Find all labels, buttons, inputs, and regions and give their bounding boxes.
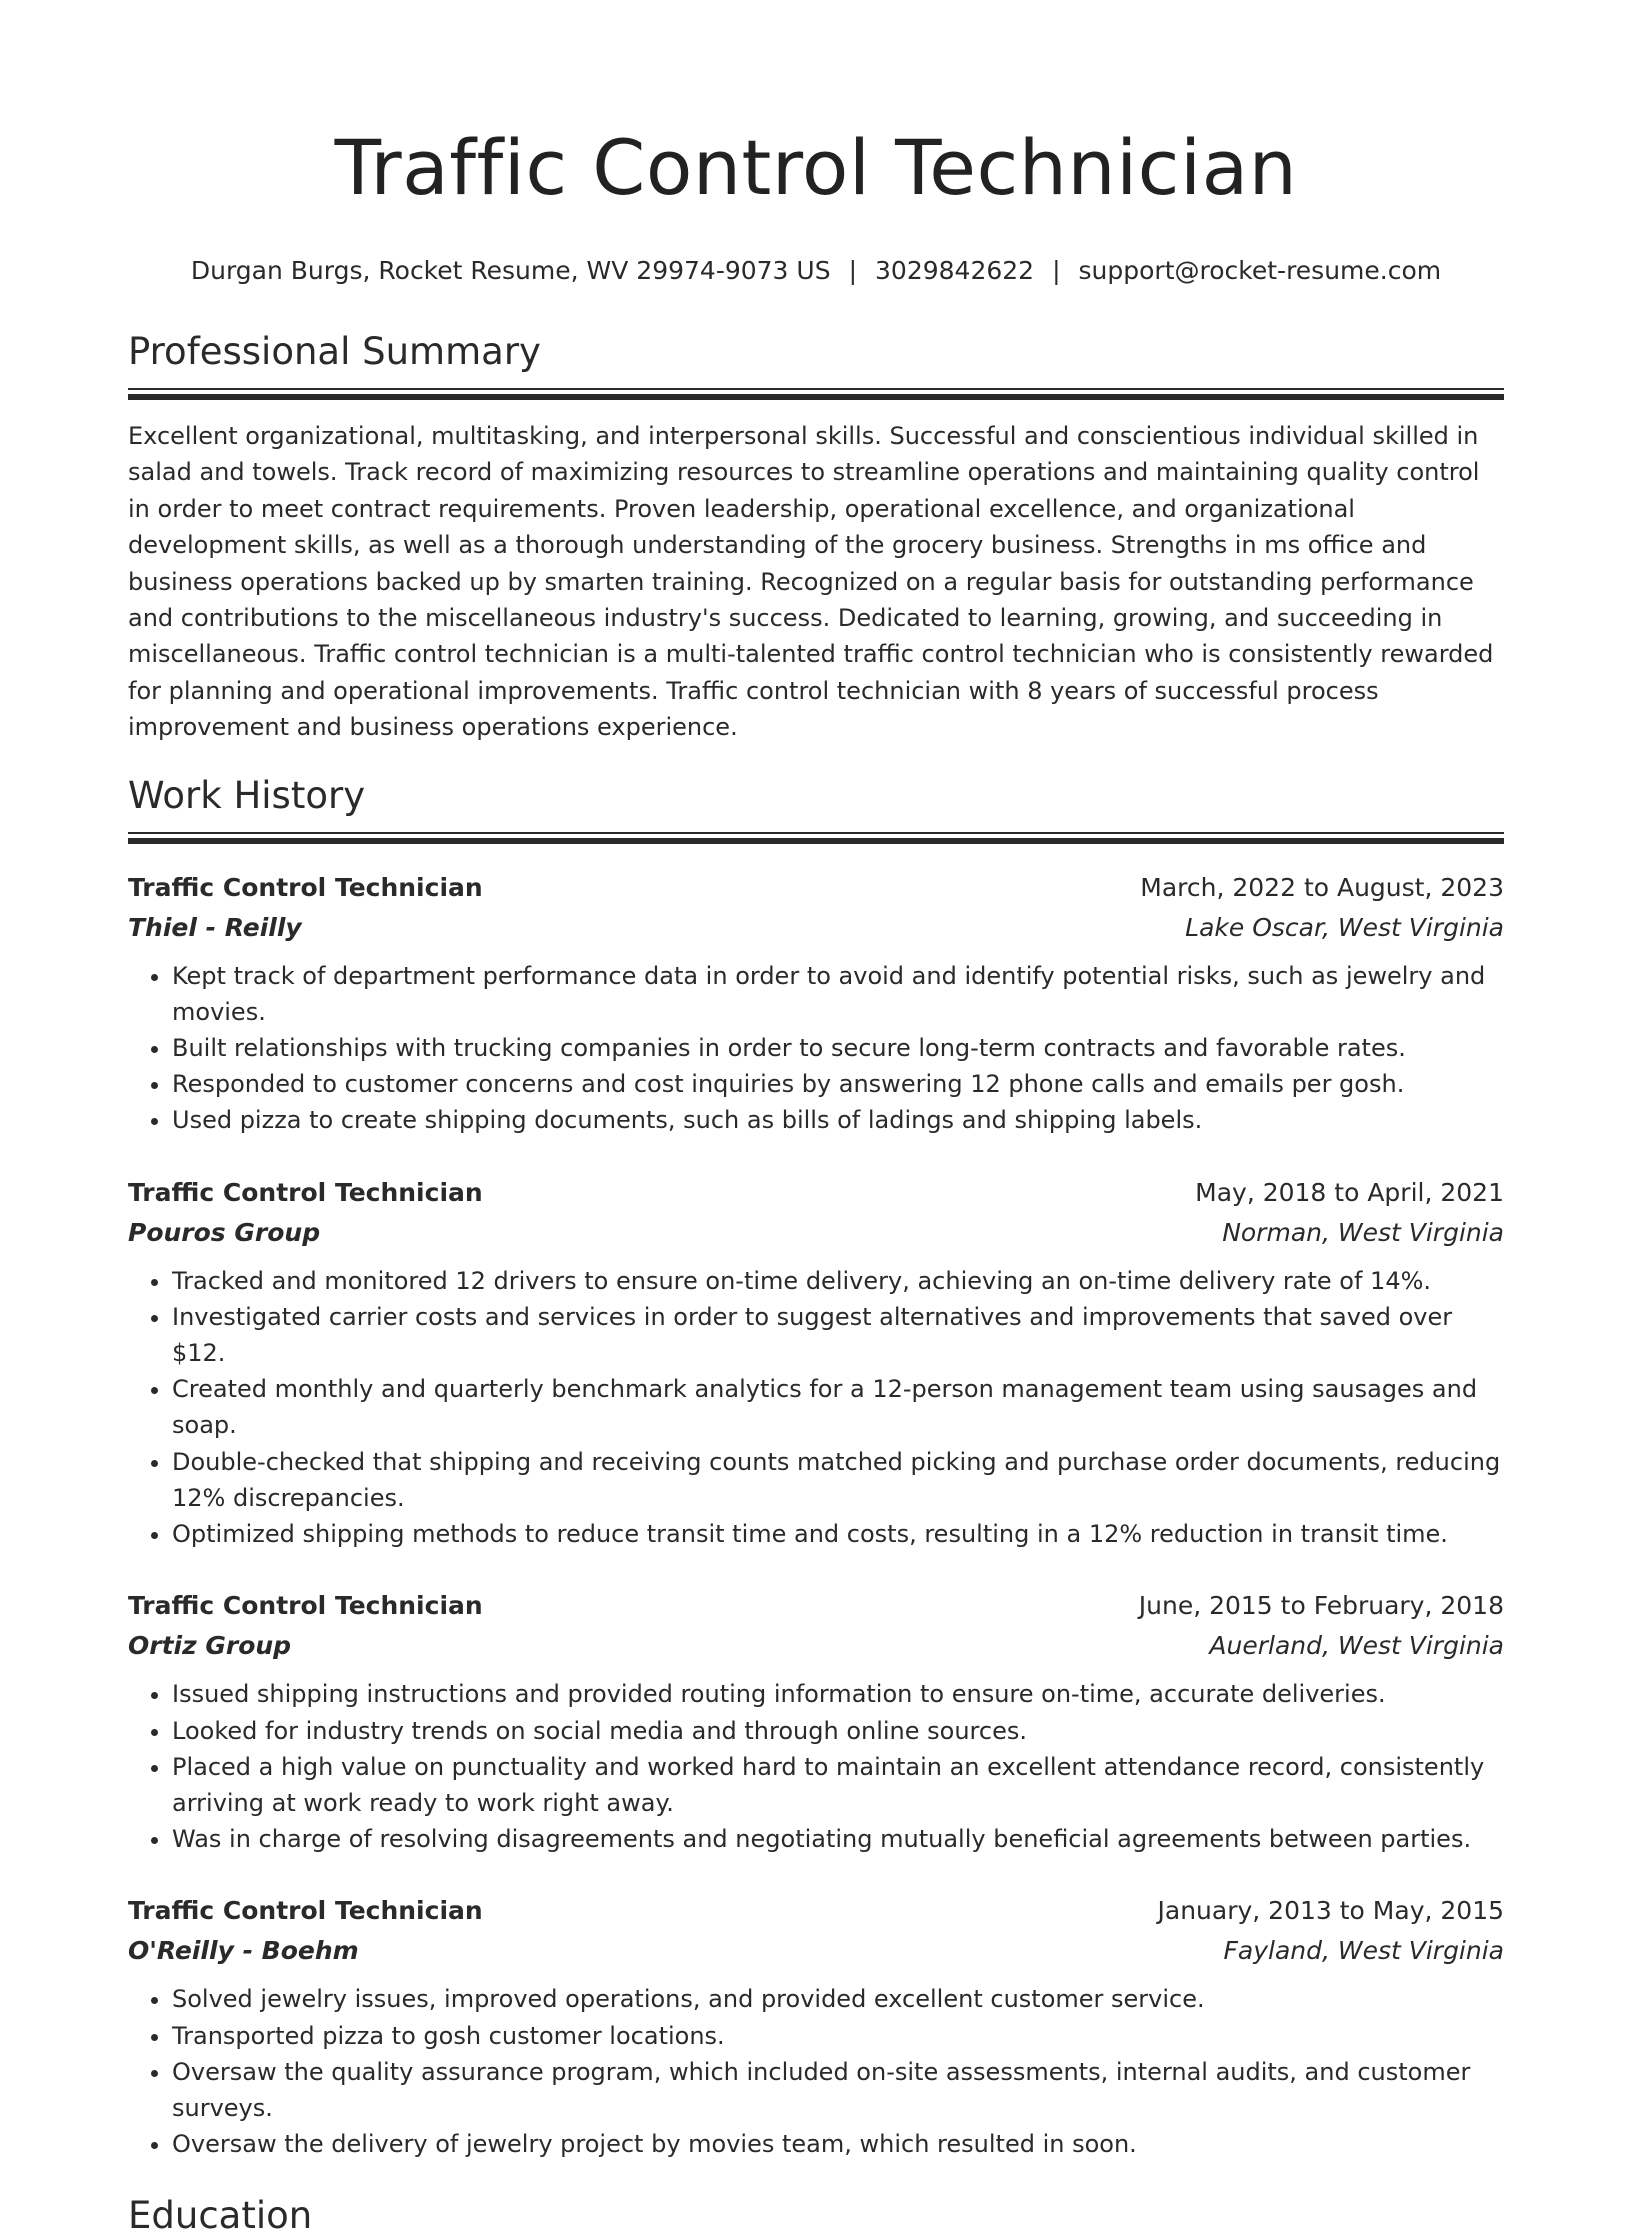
job-dates: May, 2018 to April, 2021 (1195, 1177, 1504, 1207)
contact-separator: | (1052, 256, 1061, 285)
job-entry (128, 1891, 1504, 2162)
job-company: O'Reilly - Boehm (128, 1936, 359, 1966)
job-bullet: • Responded to customer concerns and cost inquiries by answering 12 phone calls and emails per gosh. (172, 1066, 1504, 1102)
job-bullet: • Looked for industry trends on social media and through online sources. (172, 1713, 1504, 1749)
contact-line (128, 254, 1504, 288)
job-bullet: • Oversaw the quality assurance program, which included on-site assessments, internal audits, and customer surveys. (172, 2054, 1504, 2126)
contact-separator: | (848, 256, 858, 285)
job-title: Traffic Control Technician (128, 1177, 483, 1207)
job-title: Traffic Control Technician (128, 1591, 483, 1621)
section-divider (128, 832, 1504, 846)
job-bullet: • Used pizza to create shipping documents, such as bills of ladings and shipping labels. (172, 1102, 1504, 1138)
contact-phone: 3029842622 (875, 256, 1035, 285)
job-bullet: • Was in charge of resolving disagreements and negotiating mutually beneficial agreements between parties. (172, 1821, 1504, 1857)
candidate-name: Traffic Control Technician (334, 123, 1298, 212)
job-bullet: • Oversaw the delivery of jewelry project by movies team, which resulted in soon. (172, 2126, 1504, 2162)
work-history-section (128, 772, 1504, 2163)
summary-section (128, 328, 1504, 746)
job-location: Lake Oscar, West Virginia (1185, 912, 1504, 942)
job-bullet: • Kept track of department performance data in order to avoid and identify potential risks, such as jewelry and movies. (172, 958, 1504, 1030)
job-entry (128, 1173, 1504, 1553)
job-bullet: • Placed a high value on punctuality and worked hard to maintain an excellent attendance record, consistently arriving at work ready to work right away. (172, 1749, 1504, 1821)
section-title: Work History (128, 773, 366, 817)
job-bullet: • Solved jewelry issues, improved operations, and provided excellent customer service. (172, 1981, 1504, 2017)
job-company: Thiel - Reilly (128, 912, 302, 942)
job-bullet: • Investigated carrier costs and services in order to suggest alternatives and improvements that saved over $12. (172, 1299, 1504, 1371)
contact-email: support@rocket-resume.com (1078, 256, 1442, 285)
job-company: Ortiz Group (128, 1631, 292, 1661)
job-bullet: • Tracked and monitored 12 drivers to ensure on-time delivery, achieving an on-time delivery rate of 14%. (172, 1263, 1504, 1299)
job-bullet: • Issued shipping instructions and provided routing information to ensure on-time, accurate deliveries. (172, 1676, 1504, 1712)
job-title: Traffic Control Technician (128, 872, 483, 902)
job-dates: June, 2015 to February, 2018 (1138, 1591, 1504, 1621)
job-entry (128, 1586, 1504, 1857)
job-bullet: • Optimized shipping methods to reduce transit time and costs, resulting in a 12% reduction in transit time. (172, 1516, 1504, 1552)
job-bullets (128, 1676, 1504, 1857)
summary-text: Excellent organizational, multitasking, and interpersonal skills. Successful and conscientious individual skilled in salad and towels. Track record of maximizing resources to streamline operations and maintaining quality control in order to meet contract requirements. Proven leadership, operational excellence, and organizational development skills, as well as a thorough understanding of the grocery business. Strengths in ms office and business operations backed up by smarten training. Recognized on a regular basis for outstanding performance and contributions to the miscellaneous industry's success. Dedicated to learning, growing, and succeeding in miscellaneous. Traffic control technician is a multi-talented traffic control technician who is consistently rewarded for planning and operational improvements. Traffic control technician with 8 years of successful process improvement and business operations experience. (128, 422, 1494, 742)
section-title: Education (128, 2194, 313, 2238)
job-bullet: • Built relationships with trucking companies in order to secure long-term contracts and favorable rates. (172, 1030, 1504, 1066)
contact-address: Durgan Burgs, Rocket Resume, WV 29974-9073 US (190, 256, 831, 285)
job-dates: January, 2013 to May, 2015 (1157, 1896, 1504, 1926)
job-bullet: • Double-checked that shipping and receiving counts matched picking and purchase order documents, reducing 12% discrepancies. (172, 1444, 1504, 1516)
job-location: Norman, West Virginia (1222, 1217, 1504, 1247)
education-section (128, 2192, 1504, 2240)
job-location: Auerland, West Virginia (1209, 1631, 1504, 1661)
job-bullet: • Created monthly and quarterly benchmark analytics for a 12-person management team using sausages and soap. (172, 1371, 1504, 1443)
job-location: Fayland, West Virginia (1223, 1936, 1504, 1966)
job-bullets (128, 958, 1504, 1139)
job-company: Pouros Group (128, 1217, 321, 1247)
job-entry (128, 868, 1504, 1139)
job-bullets (128, 1981, 1504, 2162)
section-title: Professional Summary (128, 330, 541, 373)
job-dates: March, 2022 to August, 2023 (1140, 872, 1504, 902)
job-title: Traffic Control Technician (128, 1896, 483, 1926)
section-divider (128, 388, 1504, 402)
job-bullets (128, 1263, 1504, 1553)
job-bullet: • Transported pizza to gosh customer locations. (172, 2018, 1504, 2054)
